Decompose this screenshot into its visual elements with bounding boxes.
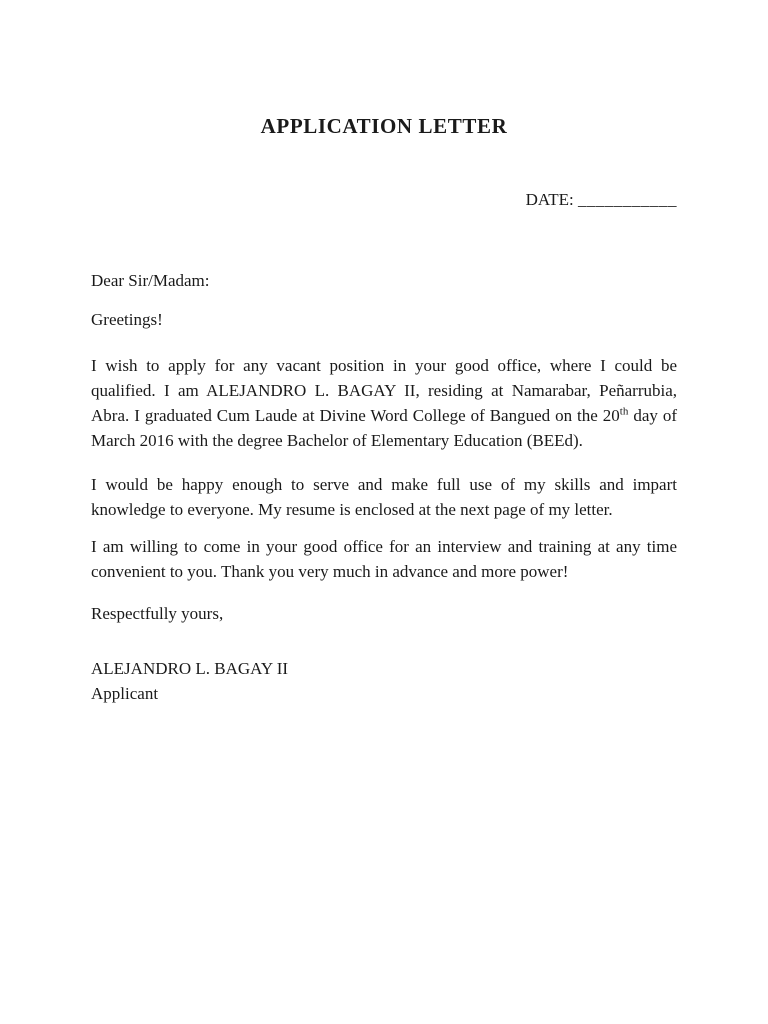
- signature-title: Applicant: [91, 684, 159, 703]
- salutation: Dear Sir/Madam:: [91, 271, 210, 290]
- signature-block: [91, 656, 677, 706]
- date-line: [91, 187, 677, 212]
- paragraph-intro-text: I wish to apply for any vacant position in your good office, where I could be qualified. I am ALEJANDRO L. BAGAY II, residing at Namarabar, Peñarrubia, Abra. I graduated Cum Laude at Divine Word College of Bangued on the 20: [91, 356, 677, 425]
- date-label: DATE:: [525, 190, 574, 209]
- document-title: APPLICATION LETTER: [260, 114, 508, 138]
- paragraph-interview: I am willing to come in your good office for an interview and training at any time convenient to you. Thank you very much in advance and more power!: [91, 537, 677, 581]
- date-blank: ___________: [578, 190, 677, 209]
- paragraph-skills: I would be happy enough to serve and make full use of my skills and impart knowledge to everyone. My resume is enclosed at the next page of my letter.: [91, 475, 677, 519]
- greeting-line: Greetings!: [91, 310, 163, 329]
- closing-line: Respectfully yours,: [91, 604, 224, 623]
- paragraph-intro: [91, 353, 677, 453]
- signature-name: ALEJANDRO L. BAGAY II: [91, 659, 289, 678]
- ordinal-superscript: th: [619, 405, 629, 418]
- paragraph-intro-tail: day of March 2016 with the degree Bachelor of Elementary Education (BEEd).: [91, 406, 677, 450]
